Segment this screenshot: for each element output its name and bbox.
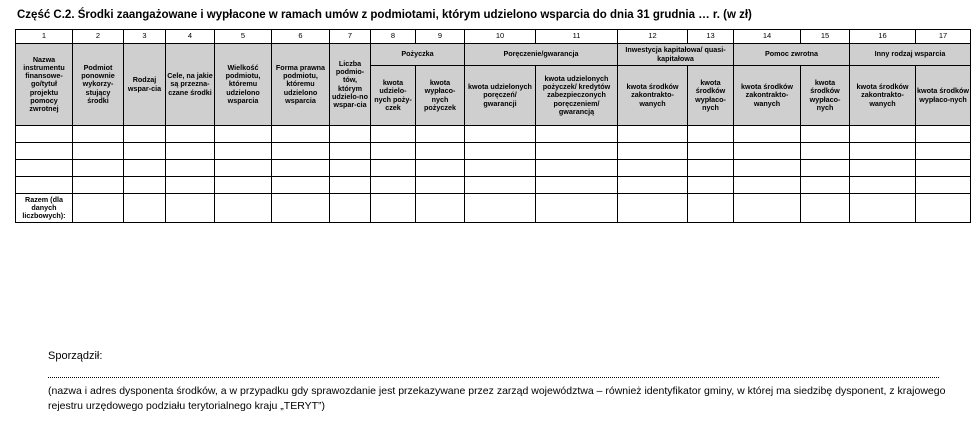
- header-group-guarantee: Poręczenie/gwarancja: [465, 44, 618, 66]
- table-row: [16, 177, 971, 194]
- table-cell[interactable]: [73, 160, 124, 177]
- col-number: 17: [916, 30, 971, 44]
- table-cell[interactable]: [688, 143, 734, 160]
- col-number: 13: [688, 30, 734, 44]
- table-cell[interactable]: [801, 126, 850, 143]
- data-table: [15, 29, 971, 223]
- table-cell[interactable]: [618, 177, 688, 194]
- table-cell[interactable]: [465, 160, 536, 177]
- table-cell[interactable]: [16, 143, 73, 160]
- table-cell[interactable]: [215, 194, 272, 223]
- table-cell[interactable]: [166, 126, 215, 143]
- table-cell[interactable]: [124, 126, 166, 143]
- col-number: 16: [850, 30, 916, 44]
- table-cell[interactable]: [850, 126, 916, 143]
- col-number: 14: [734, 30, 801, 44]
- table-cell[interactable]: [371, 194, 416, 223]
- header-instrument-name: Nazwa instrumentu finansowe-go/tytuł projektu pomocy zwrotnej: [16, 44, 73, 126]
- table-cell[interactable]: [734, 194, 801, 223]
- table-cell[interactable]: [272, 126, 330, 143]
- table-cell[interactable]: [618, 160, 688, 177]
- column-numbers-row: [16, 30, 971, 44]
- table-cell[interactable]: [215, 160, 272, 177]
- header-group-other: Inny rodzaj wsparcia: [850, 44, 971, 66]
- table-cell[interactable]: [416, 160, 465, 177]
- table-cell[interactable]: [801, 143, 850, 160]
- table-cell[interactable]: [536, 143, 618, 160]
- table-cell[interactable]: [734, 177, 801, 194]
- table-cell[interactable]: [465, 143, 536, 160]
- table-cell[interactable]: [272, 194, 330, 223]
- header-reusing-entity: Podmiot ponownie wykorzy-stujący środki: [73, 44, 124, 126]
- table-cell[interactable]: [916, 143, 971, 160]
- table-cell[interactable]: [16, 160, 73, 177]
- table-cell[interactable]: [688, 194, 734, 223]
- table-cell[interactable]: [272, 177, 330, 194]
- table-cell[interactable]: [465, 194, 536, 223]
- header-other-paid: kwota środków wypłaco-nych: [916, 66, 971, 126]
- header-entity-size: Wielkość podmiotu, któremu udzielono wsparcia: [215, 44, 272, 126]
- table-cell[interactable]: [465, 177, 536, 194]
- table-cell[interactable]: [16, 177, 73, 194]
- table-cell[interactable]: [73, 126, 124, 143]
- header-entity-count: Liczba podmio-tów, którym udzielo-no wspar-cia: [330, 44, 371, 126]
- col-number: 8: [371, 30, 416, 44]
- header-group-equity: Inwestycja kapitałowa/ quasi-kapitałowa: [618, 44, 734, 66]
- table-cell[interactable]: [536, 160, 618, 177]
- table-cell[interactable]: [536, 177, 618, 194]
- col-number: 7: [330, 30, 371, 44]
- table-cell[interactable]: [416, 126, 465, 143]
- prepared-by-label: Sporządził:: [48, 350, 103, 362]
- col-number: 6: [272, 30, 330, 44]
- table-cell[interactable]: [416, 143, 465, 160]
- table-cell[interactable]: [166, 143, 215, 160]
- table-cell[interactable]: [850, 177, 916, 194]
- table-cell[interactable]: [371, 126, 416, 143]
- table-cell[interactable]: [124, 160, 166, 177]
- table-cell[interactable]: [536, 126, 618, 143]
- table-cell[interactable]: [916, 194, 971, 223]
- table-cell[interactable]: [416, 194, 465, 223]
- table-cell[interactable]: [330, 194, 371, 223]
- table-cell[interactable]: [688, 177, 734, 194]
- header-aid-contracted: kwota środków zakontrakto-wanych: [734, 66, 801, 126]
- table-cell[interactable]: [371, 177, 416, 194]
- col-number: 12: [618, 30, 688, 44]
- table-cell[interactable]: [801, 160, 850, 177]
- table-cell[interactable]: [688, 160, 734, 177]
- header-loans-granted: kwota udzielo-nych poży-czek: [371, 66, 416, 126]
- table-cell[interactable]: [124, 177, 166, 194]
- header-legal-form: Forma prawna podmiotu, któremu udzielono wsparcia: [272, 44, 330, 126]
- header-group-loan: Pożyczka: [371, 44, 465, 66]
- header-equity-contracted: kwota środków zakontrakto-wanych: [618, 66, 688, 126]
- col-number: 9: [416, 30, 465, 44]
- table-cell[interactable]: [371, 160, 416, 177]
- table-cell[interactable]: [215, 126, 272, 143]
- table-cell[interactable]: [272, 143, 330, 160]
- table-cell[interactable]: [916, 160, 971, 177]
- table-cell[interactable]: [465, 126, 536, 143]
- table-cell[interactable]: [73, 194, 124, 223]
- table-row: [16, 126, 971, 143]
- table-cell[interactable]: [850, 160, 916, 177]
- table-row: [16, 143, 971, 160]
- header-purposes: Cele, na jakie są przezna-czane środki: [166, 44, 215, 126]
- table-cell[interactable]: [330, 160, 371, 177]
- col-number: 2: [73, 30, 124, 44]
- table-cell[interactable]: [124, 143, 166, 160]
- table-cell[interactable]: [330, 126, 371, 143]
- table-row: [16, 160, 971, 177]
- signature-line[interactable]: [48, 371, 939, 378]
- table-cell[interactable]: [215, 143, 272, 160]
- table-cell[interactable]: [850, 194, 916, 223]
- header-group-repayable-aid: Pomoc zwrotna: [734, 44, 850, 66]
- table-cell[interactable]: [215, 177, 272, 194]
- table-cell[interactable]: [916, 177, 971, 194]
- header-equity-paid: kwota środków wypłaco-nych: [688, 66, 734, 126]
- table-cell[interactable]: [801, 194, 850, 223]
- table-cell[interactable]: [536, 194, 618, 223]
- col-number: 10: [465, 30, 536, 44]
- table-cell[interactable]: [73, 177, 124, 194]
- table-cell[interactable]: [688, 126, 734, 143]
- table-cell[interactable]: [330, 143, 371, 160]
- header-aid-paid: kwota środków wypłaco-nych: [801, 66, 850, 126]
- col-number: 4: [166, 30, 215, 44]
- col-number: 3: [124, 30, 166, 44]
- footnote: (nazwa i adres dysponenta środków, a w przypadku gdy sprawozdanie jest przekazywane przez zarząd województwa – również identyfikator gminy, w której ma siedzibę dysponent, z krajowego rejestru urzędowego podziału terytorialnego kraju „TERYT”): [48, 385, 946, 412]
- header-guarantees-granted: kwota udzielonych poręczeń/ gwarancji: [465, 66, 536, 126]
- header-loans-paid: kwota wypłaco-nych pożyczek: [416, 66, 465, 126]
- table-cell[interactable]: [850, 143, 916, 160]
- table-cell[interactable]: [618, 194, 688, 223]
- col-number: 5: [215, 30, 272, 44]
- col-number: 15: [801, 30, 850, 44]
- table-cell[interactable]: [618, 143, 688, 160]
- table-cell[interactable]: [734, 126, 801, 143]
- header-secured-loans: kwota udzielonych pożyczek/ kredytów zabezpieczonych poręczeniem/ gwarancją: [536, 66, 618, 126]
- table-cell[interactable]: [166, 194, 215, 223]
- table-cell[interactable]: [73, 143, 124, 160]
- header-row-1: [16, 44, 971, 66]
- section-title: Część C.2. Środki zaangażowane i wypłacone w ramach umów z podmiotami, którym udzielono wsparcia do dnia 31 grudnia … r. (w zł): [17, 9, 752, 21]
- table-cell[interactable]: [416, 177, 465, 194]
- table-cell[interactable]: [272, 160, 330, 177]
- table-cell[interactable]: [618, 126, 688, 143]
- header-other-contracted: kwota środków zakontrakto-wanych: [850, 66, 916, 126]
- table-cell[interactable]: [916, 126, 971, 143]
- col-number: 1: [16, 30, 73, 44]
- table-cell[interactable]: [124, 194, 166, 223]
- table-cell[interactable]: [166, 177, 215, 194]
- table-cell[interactable]: [166, 160, 215, 177]
- sum-row: [16, 194, 971, 223]
- table-cell[interactable]: [371, 143, 416, 160]
- header-support-type: Rodzaj wspar-cia: [124, 44, 166, 126]
- sum-label: Razem (dla danych liczbowych):: [16, 194, 73, 223]
- table-cell[interactable]: [734, 143, 801, 160]
- table-cell[interactable]: [734, 160, 801, 177]
- col-number: 11: [536, 30, 618, 44]
- table-cell[interactable]: [801, 177, 850, 194]
- table-cell[interactable]: [330, 177, 371, 194]
- table-cell[interactable]: [16, 126, 73, 143]
